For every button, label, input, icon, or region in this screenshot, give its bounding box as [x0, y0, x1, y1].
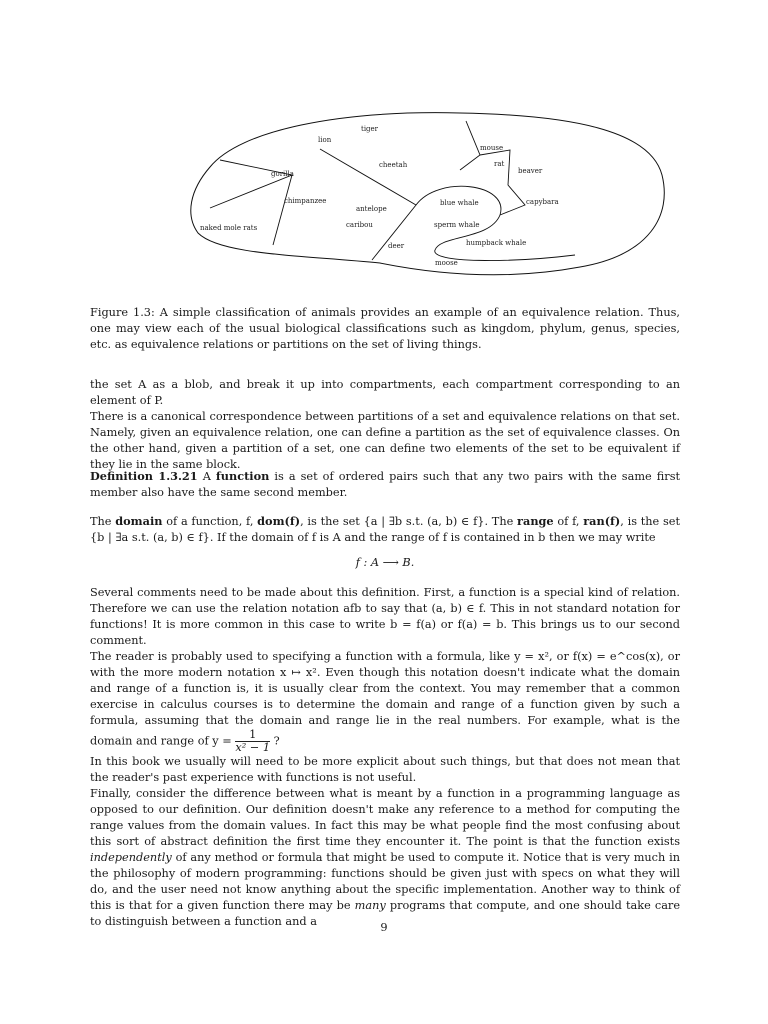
emphasis-many: many — [354, 899, 386, 912]
finally-text-a: Finally, consider the difference between what is meant by a function in a programming language as opposed to our definition. Our definition doesn't make any reference to a method for computing the range values from the domain values. In fact this may be what people find the most confusing about this sort of abstract definition the first time they encounter it. The point is that the function exists — [90, 787, 680, 848]
domain-range-paragraph — [90, 513, 680, 546]
paragraph-reader — [90, 649, 680, 754]
label-cheetah: cheetah — [379, 161, 408, 169]
fraction — [235, 729, 270, 754]
domain-text-2: of a function, f, — [166, 515, 254, 528]
definition-text-a: A — [202, 470, 211, 483]
animal-partition-figure — [180, 105, 670, 280]
label-lion: lion — [318, 136, 332, 144]
term-dom-f: dom(f) — [257, 514, 301, 528]
label-mouse: mouse — [480, 144, 504, 152]
figure-caption: Figure 1.3: A simple classification of animals provides an example of an equivalence relation. Thus, one may view each of the usual biological classifications such as kingdom, phylum, genus, species, etc. as equivalence relations or partitions on the set of living things. — [90, 306, 680, 351]
definition-term-function: function — [215, 469, 270, 483]
domain-text-4: of f, — [557, 515, 580, 528]
label-gorilla: gorilla — [271, 170, 294, 178]
definition-text-b: is a set of ordered pairs such that any two pairs with the same first member also have the same second member. — [90, 470, 681, 499]
label-tiger: tiger — [361, 125, 379, 133]
paragraph-canonical: There is a canonical correspondence between partitions of a set and equivalence relations on that set. Namely, given an equivalence relation, one can define a partition as the set of equivalence classes. On the other hand, given a partition of a set, one can define two elements of the set to be equivalent if they lie in the same block. — [90, 410, 680, 471]
page-number: 9 — [380, 921, 388, 934]
label-humpback-whale: humpback whale — [466, 239, 527, 247]
label-beaver: beaver — [518, 167, 543, 175]
label-caribou: caribou — [346, 221, 373, 229]
term-range: range — [517, 514, 554, 528]
finally-text-b: of any method or formula that might be used to compute it. Notice that is very much in the philosophy of modern programming: functions should be given just with specs on what they will do, and the user need not know anything about the specific implementation. Another way to think of this is that for a given function there may be — [90, 851, 681, 912]
partition-line — [210, 160, 292, 208]
definition-block — [90, 468, 680, 501]
label-sperm-whale: sperm whale — [434, 221, 480, 229]
term-ran-f: ran(f) — [583, 514, 621, 528]
body-text-block-1 — [90, 377, 680, 473]
label-naked-mole-rats: naked mole rats — [200, 224, 258, 232]
blob-outline — [191, 113, 664, 275]
definition-label: Definition 1.3.21 — [90, 469, 198, 483]
domain-text-1: The — [90, 515, 112, 528]
label-capybara: capybara — [526, 198, 559, 206]
label-antelope: antelope — [356, 205, 387, 213]
paragraph-comments: Several comments need to be made about this definition. First, a function is a special kind of relation. Therefore we can use the relation notation afb to say that (a, b) ∈ f. This in not standard notation for functions! It is more common in this case to write b = f(a) or f(a) = b. This brings us to our second comment. — [90, 586, 680, 647]
paragraph-blob: the set A as a blob, and break it up into compartments, each compartment corresponding to an element of P. — [90, 378, 680, 407]
paragraph-finally — [90, 786, 680, 930]
partition-line — [460, 121, 480, 170]
finally-text-c: programs that compute, and one should take care to distinguish between a function and a — [90, 899, 681, 928]
reader-text-b: ? — [273, 734, 280, 748]
term-domain: domain — [115, 514, 163, 528]
reader-text-a: The reader is probably used to specifying a function with a formula, like y = x², or f(x) = e^cos(x), or with the more modern notation x ↦ x². Even though this notation doesn't indicate what the domain and range of a function is, it is usually clear from the context. You may remember that a common exercise in calculus courses is to determine the domain and range of a function given by such a formula, assuming that the domain and range lie in the real numbers. For example, what is the domain and range of y = — [90, 650, 680, 748]
fraction-numerator: 1 — [235, 729, 270, 742]
body-text-block-2 — [90, 585, 680, 930]
definition-paragraph — [90, 468, 680, 501]
partition-diagram — [180, 105, 670, 280]
partition-line — [273, 175, 292, 245]
domain-range-block — [90, 513, 680, 546]
domain-text-5: , is the set {b | ∃a s.t. (a, b) ∈ f}. If the domain of f is A and the range of f is contained in b then we may write — [90, 515, 681, 544]
label-deer: deer — [388, 242, 405, 250]
label-moose: moose — [435, 259, 458, 267]
domain-text-3: , is the set {a | ∃b s.t. (a, b) ∈ f}. The — [300, 515, 514, 528]
emphasis-independently: independently — [90, 851, 172, 864]
label-chimpanzee: chimpanzee — [284, 197, 327, 205]
label-blue-whale: blue whale — [440, 199, 479, 207]
display-equation: f : A ⟶ B. — [355, 556, 415, 569]
label-rat: rat — [494, 160, 505, 168]
paragraph-explicit: In this book we usually will need to be more explicit about such things, but that does not mean that the reader's past experience with functions is not useful. — [90, 755, 680, 784]
fraction-denominator: x² − 1 — [235, 741, 271, 754]
